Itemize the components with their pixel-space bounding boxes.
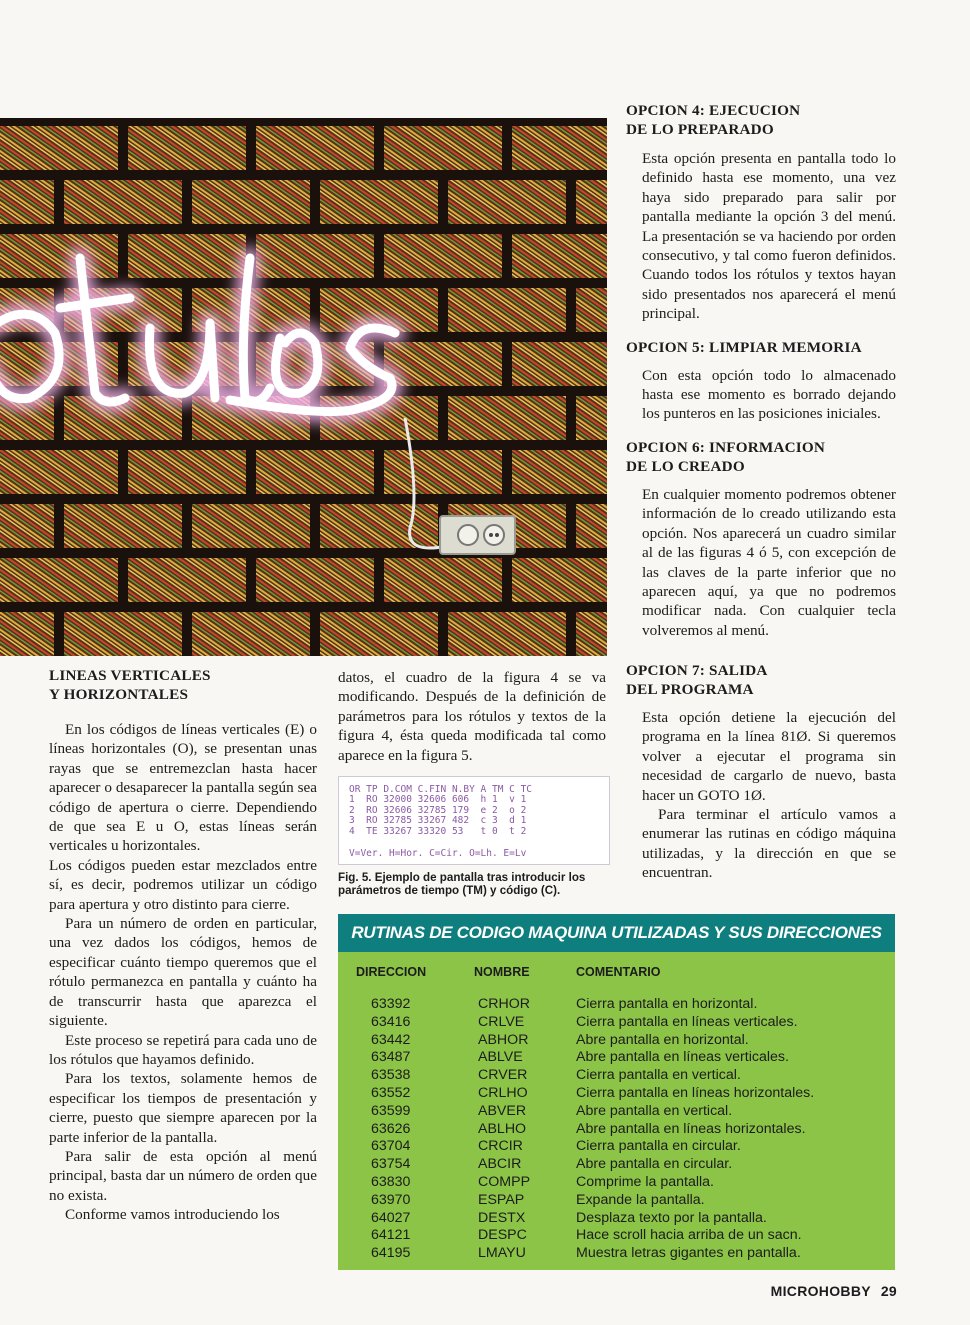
option-6-section: [626, 438, 896, 640]
brick: [576, 396, 607, 440]
brick: [448, 396, 566, 440]
lineas-heading: [49, 666, 317, 704]
brick: [576, 612, 607, 656]
option-7-heading: [626, 661, 896, 699]
brick: [320, 612, 438, 656]
row-address: 63416: [371, 1013, 411, 1030]
option-4-section: [626, 101, 896, 324]
option-4-heading: [626, 101, 896, 139]
brick: [384, 126, 502, 170]
brick: [448, 612, 566, 656]
row-comment: Cierra pantalla en líneas horizontales.: [576, 1085, 815, 1101]
brick: [128, 234, 246, 278]
left-paragraph-2: Los códigos pueden estar mezclados entre sí, es decir, podremos utilizar un código para apertura y otro distinto para cierre.: [49, 856, 317, 913]
brick: [512, 558, 607, 602]
brick: [0, 558, 118, 602]
left-paragraph-4: Este proceso se repetirá para cada uno de los rótulos que hayamos definido.: [49, 1031, 317, 1068]
option-4-heading-line1: OPCION 4: EJECUCION: [626, 102, 801, 119]
brick: [256, 450, 374, 494]
screen-key-legend: V=Ver. H=Hor. C=Cir. O=Lh. E=Lv: [349, 848, 527, 859]
table-row: [338, 1244, 895, 1262]
option-5-heading: [626, 338, 896, 357]
row-comment: Cierra pantalla en vertical.: [576, 1067, 741, 1084]
option-6-text: En cualquier momento podremos obtener información de lo creado utilizando esta opción. Nos aparecerá un cuadro similar al de las figuras 4 ó 5, con excepción de las claves de la parte inferior que no aparecen aquí, ya que no podremos modificar nada. Con cualquier tecla volveremos al menú.: [642, 485, 896, 639]
row-comment: Hace scroll hacia arriba de un sacn.: [576, 1227, 802, 1244]
left-paragraph-7: Conforme vamos introduciendo los: [65, 1206, 280, 1224]
row-name: LMAYU: [478, 1245, 526, 1262]
brick: [320, 504, 438, 548]
screen-row: 1 RO 32000 32606 606 h 1 v 1: [349, 794, 527, 806]
row-comment: Abre pantalla en líneas verticales.: [576, 1049, 789, 1066]
brick: [0, 180, 54, 224]
row-comment: Abre pantalla en horizontal.: [576, 1031, 749, 1048]
table-row: [338, 1031, 895, 1049]
option-5-text: Con esta opción todo lo almacenado hasta ese momento es borrado dejando los punteros en las posiciones iniciales.: [642, 366, 896, 423]
brick: [128, 558, 246, 602]
table-row: [338, 1066, 895, 1084]
row-comment: Cierra pantalla en líneas verticales.: [576, 1013, 798, 1030]
row-address: 63704: [371, 1138, 411, 1155]
col-header-nombre: NOMBRE: [474, 965, 530, 979]
option-7-heading-line2: DEL PROGRAMA: [626, 681, 754, 698]
brick: [192, 180, 310, 224]
row-comment: Cierra pantalla en circular.: [576, 1138, 741, 1155]
row-comment: Cierra pantalla en horizontal.: [576, 996, 758, 1012]
brick: [320, 180, 438, 224]
brick: [64, 504, 182, 548]
brick: [0, 612, 54, 656]
page-footer: [771, 1283, 897, 1299]
brick: [448, 180, 566, 224]
row-name: DESPC: [478, 1227, 527, 1244]
left-paragraph-6: Para salir de esta opción al menú principal, basta dar un número de orden que no exista.: [49, 1147, 317, 1204]
brick-wall-illustration: [0, 118, 607, 656]
left-column: [49, 666, 317, 1225]
brick: [0, 450, 118, 494]
option-7-text-2: Para terminar el artículo vamos a enumerar las rutinas en código máquina utilizadas, y la dirección en que se encuentran.: [642, 806, 896, 882]
screen-header-row: OR TP D.COM C.FIN N.BY A TM C TC: [349, 784, 533, 795]
row-name: CRCIR: [478, 1138, 523, 1155]
left-paragraph-3: Para un número de orden en particular, una vez dados los códigos, hemos de especificar cuánto tiempo queremos que el rótulo permanezca en pantalla y cuánto ha de transcurrir hasta que aparezca el siguiente.: [49, 915, 317, 1030]
table-row: [338, 1120, 895, 1138]
brick: [256, 126, 374, 170]
brick: [384, 450, 502, 494]
option-7-text-1: Esta opción detiene la ejecución del programa en la línea 81Ø. Si queremos volver a ejecutar el programa sin necesidad de cargarlo de nuevo, basta hacer un GOTO 1Ø.: [642, 709, 896, 804]
figure-caption: Fig. 5. Ejemplo de pantalla tras introducir los parámetros de tiempo (TM) y código (C).: [338, 871, 586, 898]
row-name: ESPAP: [478, 1191, 525, 1208]
row-comment: Desplaza texto por la pantalla.: [576, 1209, 767, 1226]
brick: [384, 558, 502, 602]
table-title: RUTINAS DE CODIGO MAQUINA UTILIZADAS Y SUS DIRECCIONES: [338, 914, 895, 952]
row-address: 63538: [371, 1067, 411, 1084]
table-row: [338, 1013, 895, 1031]
row-address: 63442: [371, 1031, 411, 1048]
magazine-name: MICROHOBBY: [770, 1283, 871, 1299]
row-name: ABCIR: [478, 1156, 522, 1173]
table-row: [338, 1137, 895, 1155]
left-paragraph-1: En los códigos de líneas verticales (E) o líneas horizontales (O), se presentan unas rayas que se entremezclan hasta hacer aparecer o desaparecer la pantalla según sea código de apertura o cierre. Dependiendo de que sea E u O, estas líneas serán verticales u horizontales.: [49, 721, 317, 855]
row-name: ABLVE: [478, 1049, 523, 1066]
screen-row: 4 TE 33267 33320 53 t 0 t 2: [349, 825, 527, 837]
row-name: COMPP: [478, 1174, 531, 1190]
brick: [128, 450, 246, 494]
table-row: [338, 1209, 895, 1227]
option-6-heading-line2: DE LO CREADO: [626, 457, 745, 475]
brick: [512, 450, 607, 494]
brick: [576, 288, 607, 332]
brick: [64, 180, 182, 224]
brick: [512, 234, 607, 278]
row-comment: Expande la pantalla.: [576, 1191, 705, 1208]
row-name: ABHOR: [478, 1031, 529, 1048]
row-comment: Muestra letras gigantes en pantalla.: [576, 1245, 801, 1262]
neon-sign-photo: [0, 118, 607, 656]
row-name: DESTX: [478, 1209, 526, 1226]
middle-paragraph: datos, el cuadro de la figura 4 se va modificando. Después de la definición de parámetros para los rótulos y textos de la figura 4, ésta queda modificada tal como aparece en la figura 5.: [338, 669, 606, 764]
brick: [512, 126, 607, 170]
row-address: 64027: [371, 1209, 411, 1226]
row-address: 64121: [371, 1227, 411, 1244]
row-address: 63970: [371, 1191, 411, 1208]
brick: [256, 558, 374, 602]
routines-table: [338, 914, 895, 1270]
row-address: 63487: [371, 1049, 411, 1066]
table-row: [338, 995, 895, 1013]
middle-column: [338, 668, 606, 765]
row-address: 63830: [371, 1174, 411, 1190]
right-column: [626, 101, 896, 653]
row-address: 63599: [371, 1102, 411, 1119]
row-comment: Abre pantalla en circular.: [576, 1156, 733, 1173]
row-address: 64195: [371, 1245, 411, 1262]
brick: [192, 504, 310, 548]
brick: [0, 504, 54, 548]
row-comment: Comprime la pantalla.: [576, 1174, 714, 1190]
brick: [128, 126, 246, 170]
col-header-direccion: DIRECCION: [356, 965, 427, 979]
table-row: [338, 1084, 895, 1102]
option-6-heading-line1: OPCION 6: INFORMACION: [626, 438, 826, 456]
option-5-section: [626, 338, 896, 424]
left-paragraph-5: Para los textos, solamente hemos de especificar los tiempos de presentación y cierre, puesto que siempre aparecen por la parte inferior de la pantalla.: [49, 1070, 317, 1146]
brick: [512, 342, 607, 386]
table-row: [338, 1048, 895, 1066]
row-address: 63626: [371, 1120, 411, 1137]
brick: [192, 612, 310, 656]
row-name: ABVER: [478, 1102, 527, 1119]
option-6-heading: [626, 438, 896, 476]
screen-row: 2 RO 32606 32785 179 e 2 o 2: [349, 804, 527, 816]
brick: [0, 126, 118, 170]
page-number: 29: [880, 1283, 897, 1299]
brick: [64, 612, 182, 656]
row-name: CRHOR: [478, 996, 531, 1012]
table-row: [338, 1191, 895, 1209]
brick: [256, 234, 374, 278]
row-comment: Abre pantalla en líneas horizontales.: [576, 1120, 806, 1137]
row-comment: Abre pantalla en vertical.: [576, 1102, 733, 1119]
lineas-heading-line2: Y HORIZONTALES: [49, 686, 189, 703]
screen-figure-5: [338, 776, 610, 865]
brick: [576, 504, 607, 548]
option-7-heading-line1: OPCION 7: SALIDA: [626, 662, 768, 679]
option-5-heading-line1: OPCION 5: LIMPIAR MEMORIA: [626, 338, 862, 356]
option-4-heading-line2: DE LO PREPARADO: [626, 121, 774, 138]
lineas-heading-line1: LINEAS VERTICALES: [49, 667, 211, 684]
brick: [448, 288, 566, 332]
col-header-comentario: COMENTARIO: [576, 965, 661, 979]
brick: [576, 180, 607, 224]
row-address: 63392: [371, 996, 411, 1012]
table-row: [338, 1155, 895, 1173]
row-name: ABLHO: [478, 1120, 527, 1137]
row-name: CRVER: [478, 1067, 528, 1084]
table-row: [338, 1102, 895, 1120]
table-row: [338, 1173, 895, 1191]
row-name: CRLHO: [478, 1085, 528, 1101]
row-address: 63552: [371, 1085, 411, 1101]
option-7-section: [626, 661, 896, 896]
row-address: 63754: [371, 1156, 411, 1173]
table-row: [338, 1226, 895, 1244]
brick: [0, 234, 118, 278]
brick: [384, 234, 502, 278]
row-name: CRLVE: [478, 1013, 525, 1030]
option-4-text: Esta opción presenta en pantalla todo lo definido hasta ese momento, una vez haya sido preparado para salir por pantalla mediante la opción 3 del menú. La presentación se va haciendo por orden consecutivo, y tal como fueron definidos. Cuando todos los rótulos y textos hayan sido presentados nos aparecerá el menú principal.: [642, 150, 896, 323]
screen-row: 3 RO 32785 33267 482 c 3 d 1: [349, 815, 527, 827]
